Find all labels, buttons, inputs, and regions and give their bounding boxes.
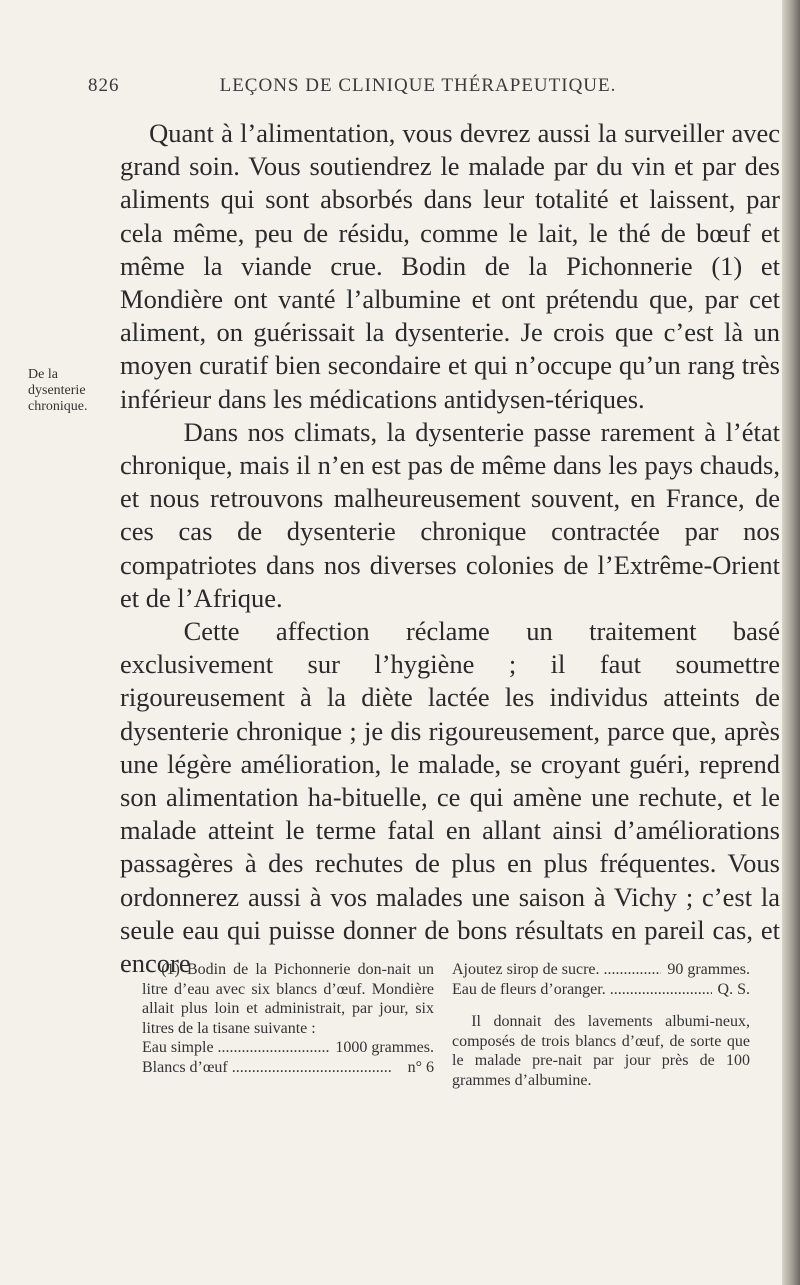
running-title: LEÇONS DE CLINIQUE THÉRAPEUTIQUE. xyxy=(219,75,617,96)
recipe-item: Eau simple ..... xyxy=(142,1038,329,1058)
running-header xyxy=(88,75,748,97)
recipe-amount: n° 6 xyxy=(407,1058,434,1076)
paragraph: Cette affection réclame un traitement basé exclusivement sur l’hygiène ; il faut soumettre rigoureusement à la diète lactée les individus atteints de dysenterie chronique ; je dis rigoureusement, parce que, après une légère amélioration, le malade, se croyant guéri, reprend son alimentation ha-bituelle, ce qui amène une rechute, et le malade atteint le terme fatal en allant ainsi d’améliorations passagères à des rechutes de plus en plus fréquentes. Vous ordonnerez aussi à vos malades une saison à Vichy ; c’est la seule eau qui puisse donner de bons résultats en pareil cas, et encore xyxy=(120,616,780,979)
margin-note-line: De la xyxy=(28,367,58,382)
margin-note-line: chronique. xyxy=(28,399,88,414)
recipe-item: Blancs d’œuf ..... xyxy=(142,1058,402,1078)
main-text xyxy=(120,117,780,980)
paragraph: Dans nos climats, la dysenterie passe rarement à l’état chronique, mais il n’en est pas de même dans les pays chauds, et nous retrouvons malheureusement souvent, en France, de ces cas de dysenterie chronique contractée par nos compatriotes dans nos diverses colonies de l’Extrême-Orient et de l’Afrique. xyxy=(120,416,780,613)
recipe-amount: Q. S. xyxy=(717,980,750,998)
margin-note xyxy=(28,367,113,415)
recipe-amount: 1000 grammes. xyxy=(335,1039,434,1056)
recipe-row xyxy=(452,960,750,980)
footnote-text: Il donnait des lavements albumi-neux, composés de trois blancs d’œuf, de sorte que le malade pre-nait par jour près de 100 grammes d’albumine. xyxy=(452,1013,750,1089)
recipe-item: Ajoutez sirop de sucre. ..... xyxy=(452,960,661,980)
margin-note-line: dysenterie xyxy=(28,383,86,398)
recipe-item: Eau de fleurs d’oranger. ..... xyxy=(452,980,712,1000)
footnote-left-column xyxy=(142,960,434,1077)
page-number: 826 xyxy=(88,75,120,96)
recipe-amount: 90 grammes. xyxy=(667,961,750,978)
paragraph: Quant à l’alimentation, vous devrez aussi la surveiller avec grand soin. Vous soutiendrez le malade par du vin et par des aliments qui sont absorbés dans leur totalité et laissent, par cela même, peu de résidu, comme le lait, le thé de bœuf et même la viande crue. Bodin de la Pichonnerie (1) et Mondière ont vanté l’albumine et ont prétendu que, par cet aliment, on guérissait la dysenterie. Je crois que c’est là un moyen curatif bien secondaire et qui n’occupe qu’un rang très inférieur dans les médications antidysen-tériques. xyxy=(120,118,780,414)
recipe-row xyxy=(142,1058,434,1078)
recipe-row xyxy=(452,980,750,1000)
recipe-row xyxy=(142,1038,434,1058)
page-edge-shadow xyxy=(782,0,800,1285)
footnote-right-column xyxy=(452,960,750,1090)
footnote-text: (1) Bodin de la Pichonnerie don-nait un litre d’eau avec six blancs d’œuf. Mondière allait plus loin et administrait, par jour, six litres de la tisane suivante : xyxy=(142,961,434,1037)
